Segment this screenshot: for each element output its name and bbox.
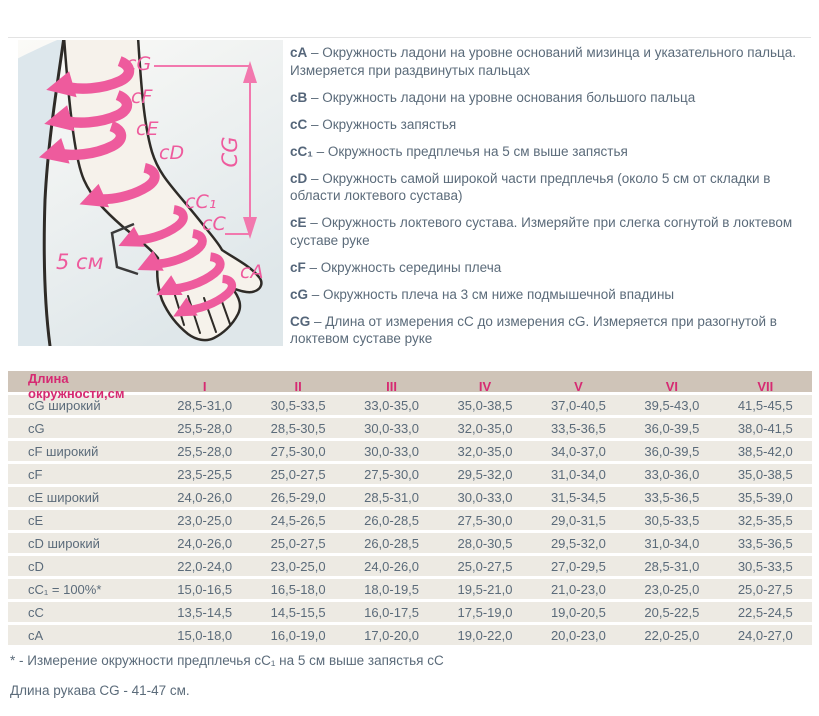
measurement-description: cE – Окружность локтевого сустава. Измеряйте при слегка согнутой в локтевом суставе руке [290, 215, 793, 248]
range-value: 15,0-18,0 [177, 627, 233, 643]
size-column-header: VII [757, 378, 774, 394]
diagram-label-cg-length: CG [218, 136, 242, 168]
row-label: cD широкий [28, 535, 100, 551]
table-header-row [8, 371, 812, 401]
range-value: 23,0-25,0 [270, 558, 326, 574]
table-header-label: Длина окружности,см [28, 371, 125, 401]
table-row [8, 395, 812, 415]
range-value: 28,5-31,0 [644, 558, 700, 574]
diagram-label-ca: cA [240, 261, 264, 283]
size-column-header: II [294, 378, 302, 394]
table-row [8, 625, 812, 645]
row-label: cE широкий [28, 489, 100, 505]
table-row [8, 602, 812, 622]
range-value: 34,0-37,0 [550, 443, 606, 459]
range-value: 16,5-18,0 [270, 581, 326, 597]
footnote: * - Измерение окружности предплечья cC₁ на 5 см выше запястья cC [10, 653, 444, 668]
range-value: 19,0-20,5 [550, 604, 606, 620]
range-value: 24,0-26,0 [177, 535, 233, 551]
range-value: 18,0-19,5 [364, 581, 420, 597]
range-value: 25,5-28,0 [177, 420, 233, 436]
diagram-label-cg-circ: cG [126, 53, 152, 75]
table-body [8, 395, 812, 645]
range-value: 33,5-36,5 [737, 535, 793, 551]
row-label: cA [28, 627, 44, 643]
range-value: 17,5-19,0 [457, 604, 513, 620]
measurement-term: cA [290, 45, 308, 60]
range-value: 30,5-33,5 [737, 558, 793, 574]
table-row [8, 441, 812, 461]
row-label: cC [28, 604, 44, 620]
range-value: 38,0-41,5 [737, 420, 793, 436]
row-label: cF [28, 466, 43, 482]
range-value: 24,5-26,5 [270, 512, 326, 528]
range-value: 22,5-24,5 [737, 604, 793, 620]
measurement-description: CG – Длина от измерения cC до измерения cG. Измеряется при разогнутой в локтевом суставе руке [290, 313, 777, 346]
table-row [8, 487, 812, 507]
size-column-header: IV [478, 378, 492, 394]
range-value: 23,0-25,0 [644, 581, 700, 597]
range-value: 33,5-36,5 [644, 489, 700, 505]
table-row [8, 464, 812, 484]
range-value: 39,5-43,0 [644, 397, 700, 413]
range-value: 24,0-27,0 [737, 627, 793, 643]
range-value: 23,0-25,0 [177, 512, 233, 528]
measurement-term: cF [290, 259, 306, 275]
range-value: 31,0-34,0 [644, 535, 700, 551]
range-value: 25,0-27,5 [270, 535, 326, 551]
row-label: cD [28, 558, 44, 574]
range-value: 30,0-33,0 [364, 443, 420, 459]
range-value: 19,5-21,0 [457, 581, 513, 597]
range-value: 27,5-30,0 [457, 512, 513, 528]
measurement-term: cD [290, 170, 308, 186]
range-value: 33,5-36,5 [550, 420, 606, 436]
range-value: 37,0-40,5 [550, 397, 606, 413]
table-row [8, 510, 812, 530]
range-value: 36,0-39,5 [644, 420, 700, 436]
range-value: 26,0-28,5 [364, 535, 420, 551]
measurement-description: cG – Окружность плеча на 3 см ниже подмышечной впадины [290, 286, 675, 302]
measurement-term: cB [290, 89, 308, 105]
range-value: 30,0-33,0 [364, 420, 420, 436]
range-value: 22,0-24,0 [177, 558, 233, 574]
range-value: 31,0-34,0 [550, 466, 606, 482]
row-label: cF широкий [28, 443, 99, 459]
range-value: 27,5-30,0 [270, 443, 326, 459]
diagram-label-cc: cC [202, 213, 226, 235]
range-value: 16,0-19,0 [270, 627, 326, 643]
range-value: 25,0-27,5 [270, 466, 326, 482]
range-value: 31,5-34,5 [550, 489, 606, 505]
range-value: 16,0-17,5 [364, 604, 420, 620]
table-row [8, 579, 812, 599]
arm-measurement-diagram [18, 40, 283, 346]
diagram-label-five-cm: 5 см [56, 250, 104, 274]
diagram-label-ce: cE [136, 118, 159, 140]
size-column-header: III [386, 378, 397, 394]
range-value: 27,0-29,5 [550, 558, 606, 574]
diagram-label-cc1: cC₁ [185, 191, 217, 213]
range-value: 32,0-35,0 [457, 420, 513, 436]
range-value: 28,5-31,0 [177, 397, 233, 413]
measurement-description: cF – Окружность середины плеча [290, 259, 502, 275]
size-table [8, 371, 812, 648]
range-value: 28,0-30,5 [457, 535, 513, 551]
arm-diagram-svg [18, 40, 283, 346]
range-value: 35,0-38,5 [457, 397, 513, 413]
range-value: 29,0-31,5 [550, 512, 606, 528]
range-value: 35,5-39,0 [737, 489, 793, 505]
range-value: 27,5-30,0 [364, 466, 420, 482]
row-label: cG [28, 420, 45, 436]
measurement-term: cE [290, 215, 307, 230]
range-value: 20,5-22,5 [644, 604, 700, 620]
table-row [8, 556, 812, 576]
footnotes [10, 653, 444, 713]
table-row [8, 418, 812, 438]
range-value: 23,5-25,5 [177, 466, 233, 482]
footnote: Длина рукава CG - 41-47 см. [10, 683, 190, 698]
range-value: 21,0-23,0 [550, 581, 606, 597]
size-column-header: V [574, 378, 583, 394]
measurement-descriptions [290, 44, 810, 357]
measurement-description: cC₁ – Окружность предплечья на 5 см выше запястья [290, 143, 628, 159]
row-label: cE [28, 512, 44, 528]
measurement-term: CG [290, 313, 311, 329]
row-label: cC₁ = 100%* [28, 581, 102, 597]
row-label: cG широкий [28, 397, 101, 413]
table-row [8, 533, 812, 553]
range-value: 36,0-39,5 [644, 443, 700, 459]
range-value: 41,5-45,5 [737, 397, 793, 413]
measurement-term: cC [290, 116, 308, 132]
range-value: 20,0-23,0 [550, 627, 606, 643]
range-value: 25,5-28,0 [177, 443, 233, 459]
range-value: 38,5-42,0 [737, 443, 793, 459]
size-column-header: I [202, 378, 207, 394]
range-value: 15,0-16,5 [177, 581, 233, 597]
range-value: 33,0-35,0 [364, 397, 420, 413]
range-value: 33,0-36,0 [644, 466, 700, 482]
diagram-label-cf: cF [131, 86, 153, 108]
measurement-description: cA – Окружность ладони на уровне оснований мизинца и указательного пальца. Измеряется при раздвинутых пальцах [290, 45, 796, 78]
range-value: 22,0-25,0 [644, 627, 700, 643]
range-value: 28,5-31,0 [364, 489, 420, 505]
range-value: 26,0-28,5 [364, 512, 420, 528]
range-value: 25,0-27,5 [457, 558, 513, 574]
measurement-description: cC – Окружность запястья [290, 116, 457, 132]
top-divider [8, 37, 811, 38]
range-value: 26,5-29,0 [270, 489, 326, 505]
size-column-header: VI [665, 378, 678, 394]
range-value: 32,0-35,0 [457, 443, 513, 459]
range-value: 25,0-27,5 [737, 581, 793, 597]
range-value: 19,0-22,0 [457, 627, 513, 643]
measurement-description: cB – Окружность ладони на уровне основания большого пальца [290, 89, 696, 105]
range-value: 17,0-20,0 [364, 627, 420, 643]
range-value: 24,0-26,0 [177, 489, 233, 505]
range-value: 28,5-30,5 [270, 420, 326, 436]
range-value: 13,5-14,5 [177, 604, 233, 620]
range-value: 35,0-38,5 [737, 466, 793, 482]
range-value: 29,5-32,0 [550, 535, 606, 551]
range-value: 30,5-33,5 [270, 397, 326, 413]
range-value: 14,5-15,5 [270, 604, 326, 620]
range-value: 29,5-32,0 [457, 466, 513, 482]
range-value: 32,5-35,5 [737, 512, 793, 528]
measurement-description: cD – Окружность самой широкой части предплечья (около 5 см от складки в области локтевого сустава) [290, 170, 771, 203]
measurement-term: cG [290, 286, 309, 302]
range-value: 30,5-33,5 [644, 512, 700, 528]
range-value: 30,0-33,0 [457, 489, 513, 505]
diagram-label-cd: cD [159, 142, 185, 164]
measurement-term: cC₁ [290, 143, 313, 159]
range-value: 24,0-26,0 [364, 558, 420, 574]
